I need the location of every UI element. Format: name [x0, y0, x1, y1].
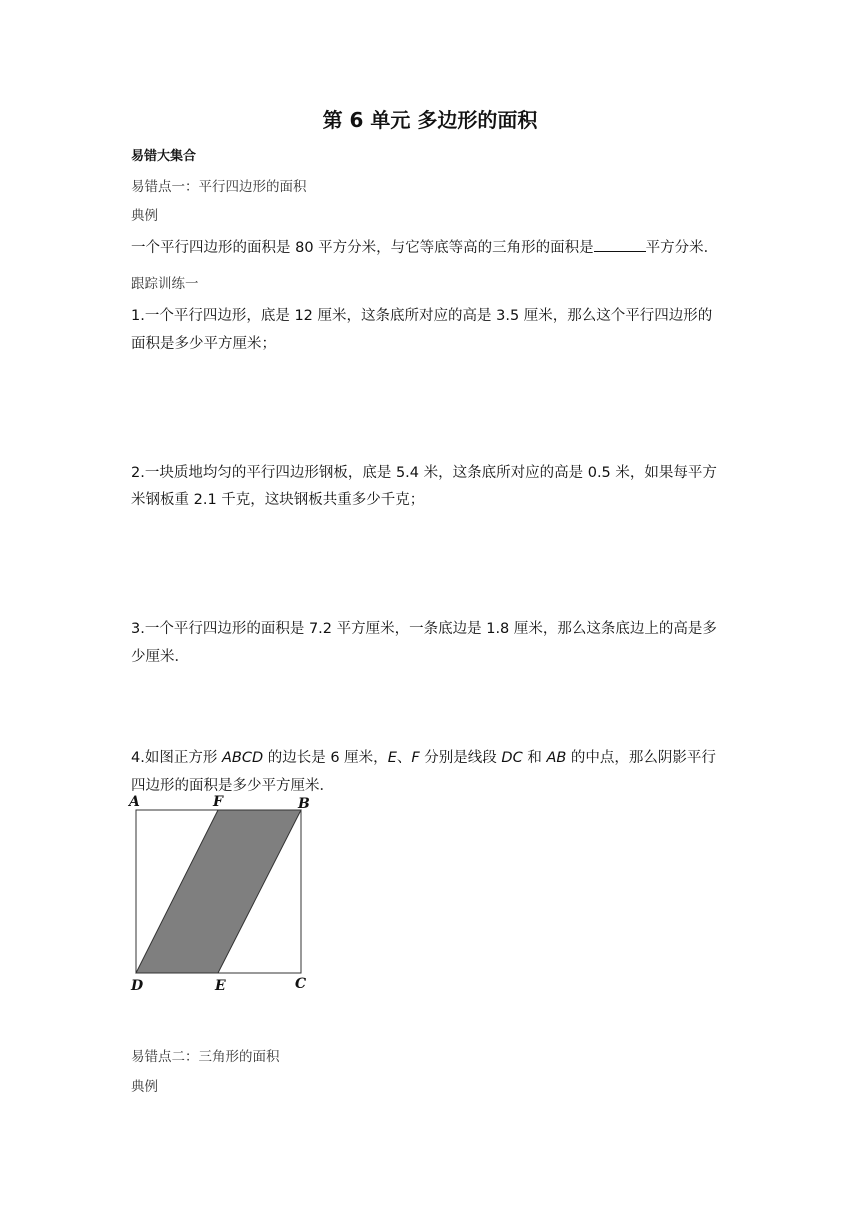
question-2-line-2: 米钢板重 2.1 千克，这块钢板共重多少千克； — [131, 492, 425, 508]
question-4-line-2: 四边形的面积是多少平方厘米． — [131, 778, 334, 794]
label-c: C — [295, 976, 307, 992]
q4-dc: DC — [501, 750, 523, 766]
example-text-after: 平方分米． — [645, 240, 719, 256]
section-heading: 易错大集合 — [131, 149, 197, 164]
square-parallelogram-figure — [126, 792, 316, 992]
question-2-line-1: 2.一块质地均匀的平行四边形钢板，底是 5.4 米，这条底所对应的高是 0.5 米，如果每平方 — [131, 465, 717, 481]
label-a: A — [129, 794, 140, 810]
label-b: B — [298, 796, 310, 812]
q4-text-4: 分别是线段 — [419, 750, 502, 766]
label-f: F — [213, 794, 223, 810]
figure-svg — [126, 792, 316, 992]
error-point-1-label: 易错点一：平行四边形的面积 — [131, 179, 307, 195]
example-question-1 — [131, 236, 718, 257]
example-label-1: 典例 — [131, 208, 158, 224]
page-title: 第 6 单元 多边形的面积 — [322, 108, 538, 132]
question-1-line-1: 1.一个平行四边形，底是 12 厘米，这条底所对应的高是 3.5 厘米，那么这个平行四边形的 — [131, 308, 713, 324]
error-point-2-label: 易错点二：三角形的面积 — [131, 1049, 280, 1065]
answer-blank — [594, 237, 646, 252]
q4-text-1: 4.如图正方形 — [131, 750, 222, 766]
shaded-parallelogram — [136, 810, 301, 973]
question-3-line-2: 少厘米． — [131, 649, 189, 665]
q4-ab: AB — [546, 750, 567, 766]
q4-f: F — [411, 750, 420, 766]
q4-e: E — [387, 750, 397, 766]
training-label-1: 跟踪训练一 — [131, 276, 199, 292]
question-4-line-1 — [131, 746, 716, 767]
label-e: E — [215, 978, 226, 992]
example-label-2: 典例 — [131, 1079, 158, 1095]
q4-abcd: ABCD — [221, 750, 264, 766]
q4-text-2: 的边长是 6 厘米， — [263, 750, 388, 766]
label-d: D — [131, 978, 144, 992]
question-1-line-2: 面积是多少平方厘米； — [131, 336, 276, 352]
question-3-line-1: 3.一个平行四边形的面积是 7.2 平方厘米，一条底边是 1.8 厘米，那么这条底边上的高是多 — [131, 621, 717, 637]
q4-text-3: 、 — [396, 750, 412, 766]
q4-text-6: 的中点，那么阴影平行 — [566, 750, 716, 766]
q4-text-5: 和 — [522, 750, 547, 766]
example-text-before: 一个平行四边形的面积是 80 平方分米，与它等底等高的三角形的面积是 — [131, 240, 594, 256]
